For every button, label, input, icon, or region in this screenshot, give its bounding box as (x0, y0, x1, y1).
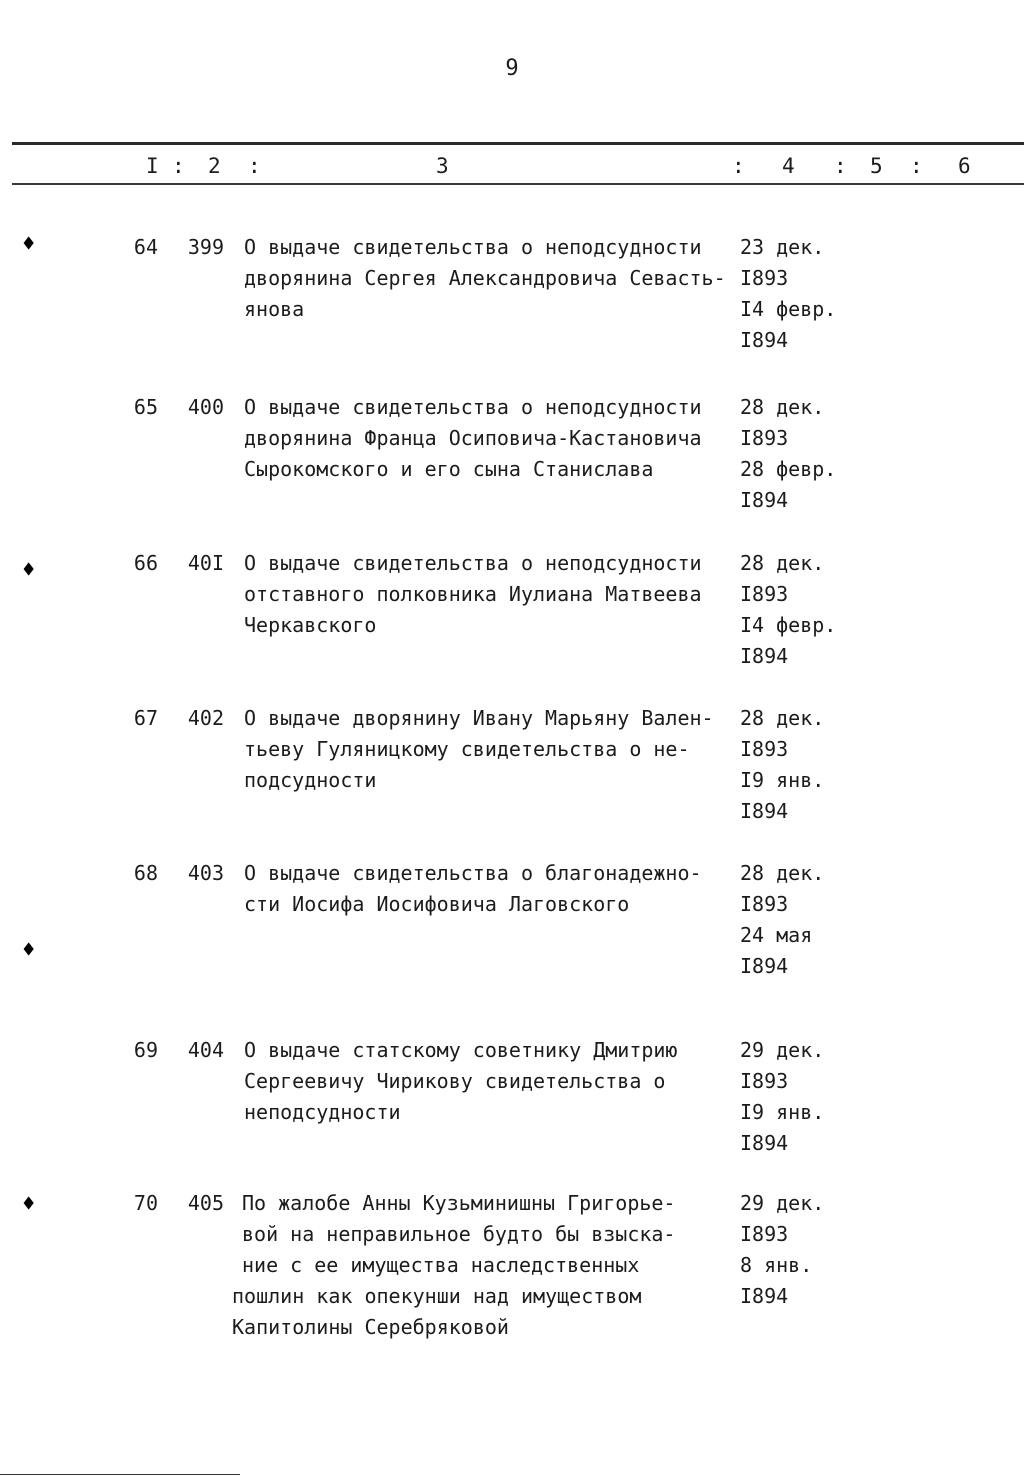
end-year: I894 (740, 488, 789, 512)
record-number: 66 (133, 551, 158, 575)
title-line: О выдаче свидетельства о неподсудности (244, 235, 702, 259)
end-year: I894 (740, 799, 789, 823)
end-date: I9 янв. (740, 768, 825, 792)
col-4-label: 4 (782, 154, 795, 178)
file-number: 40I (187, 551, 224, 575)
col-1-label: I (146, 154, 159, 178)
margin-mark: ♦ (22, 558, 36, 583)
col-separator: : (834, 154, 847, 178)
title-line: неподсудности (244, 1100, 401, 1124)
header-rule-top (12, 142, 1024, 145)
end-year: I894 (740, 954, 789, 978)
title-line: Сырокомского и его сына Станислава (244, 457, 654, 481)
start-date: 28 дек. (740, 706, 825, 730)
start-date: 29 дек. (740, 1038, 825, 1062)
title-line: сти Иосифа Иосифовича Лаговского (244, 892, 630, 916)
start-date: 28 дек. (740, 395, 825, 419)
record-number: 67 (133, 706, 158, 730)
file-number: 402 (187, 706, 224, 730)
title-line: О выдаче свидетельства о неподсудности (244, 395, 702, 419)
record-number: 69 (133, 1038, 158, 1062)
record-dates (740, 548, 850, 672)
col-separator: : (910, 154, 923, 178)
file-number: 400 (187, 395, 224, 419)
record-dates (740, 392, 850, 516)
file-number: 404 (187, 1038, 224, 1062)
file-number: 405 (187, 1191, 224, 1215)
record-title (244, 858, 734, 920)
title-line: дворянина Франца Осиповича-Кастановича (244, 426, 702, 450)
title-line: Черкавского (244, 613, 377, 637)
title-line: О выдаче свидетельства о неподсудности (244, 551, 702, 575)
end-date: I9 янв. (740, 1100, 825, 1124)
title-line: отставного полковника Иулиана Матвеева (244, 582, 702, 606)
end-date: I4 февр. (740, 613, 837, 637)
header-rule-bottom (12, 183, 1024, 185)
title-line: О выдаче свидетельства о благонадежно- (244, 861, 702, 885)
col-separator: : (248, 154, 261, 178)
start-year: I893 (740, 892, 789, 916)
end-year: I894 (740, 1131, 789, 1155)
margin-mark: ♦ (22, 232, 36, 257)
footer-rule (0, 1474, 240, 1475)
title-line: О выдаче дворянину Ивану Марьяну Вален- (244, 706, 714, 730)
title-line: О выдаче статскому советнику Дмитрию (244, 1038, 678, 1062)
record-title (244, 392, 734, 485)
page-number: 9 (505, 56, 519, 81)
record-dates (740, 232, 850, 356)
file-number: 403 (187, 861, 224, 885)
start-date: 28 дек. (740, 861, 825, 885)
record-number: 65 (133, 395, 158, 419)
record-number: 68 (133, 861, 158, 885)
record-number: 70 (133, 1191, 158, 1215)
title-line: янова (244, 297, 305, 321)
record-dates (740, 858, 850, 982)
record-title (244, 703, 734, 796)
start-year: I893 (740, 1222, 789, 1246)
col-3-label: 3 (436, 154, 449, 178)
end-date: 8 янв. (740, 1253, 813, 1277)
col-6-label: 6 (958, 154, 971, 178)
start-year: I893 (740, 582, 789, 606)
end-year: I894 (740, 644, 789, 668)
title-line: подсудности (244, 768, 377, 792)
end-year: I894 (740, 1284, 789, 1308)
record-number: 64 (133, 235, 158, 259)
end-date: I4 февр. (740, 297, 837, 321)
end-date: 28 февр. (740, 457, 837, 481)
record-title (244, 232, 734, 325)
col-separator: : (732, 154, 745, 178)
record-title (244, 1035, 734, 1128)
start-year: I893 (740, 426, 789, 450)
start-year: I893 (740, 1069, 789, 1093)
start-date: 28 дек. (740, 551, 825, 575)
end-year: I894 (740, 328, 789, 352)
record-dates (740, 1188, 850, 1312)
start-date: 29 дек. (740, 1191, 825, 1215)
start-date: 23 дек. (740, 235, 825, 259)
record-dates (740, 1035, 850, 1159)
col-2-label: 2 (208, 154, 221, 178)
col-5-label: 5 (870, 154, 883, 178)
record-dates (740, 703, 850, 827)
record-title (244, 548, 734, 641)
start-year: I893 (740, 737, 789, 761)
title-line: дворянина Сергея Александровича Севасть- (244, 266, 726, 290)
title-line: По жалобе Анны Кузьминишны Григорье- (242, 1191, 676, 1215)
title-line: тьеву Гуляницкому свидетельства о не- (244, 737, 690, 761)
file-number: 399 (187, 235, 224, 259)
margin-mark: ♦ (22, 938, 36, 963)
record-title (232, 1188, 722, 1343)
title-line: пошлин как опекунши над имуществом (232, 1284, 642, 1308)
title-line: Капитолины Серебряковой (232, 1315, 509, 1339)
start-year: I893 (740, 266, 789, 290)
end-date: 24 мая (740, 923, 813, 947)
col-separator: : (172, 154, 185, 178)
title-line: ние с ее имущества наследственных (242, 1253, 640, 1277)
title-line: Сергеевичу Чирикову свидетельства о (244, 1069, 666, 1093)
margin-mark: ♦ (22, 1192, 36, 1217)
title-line: вой на неправильное будто бы взыска- (242, 1222, 676, 1246)
